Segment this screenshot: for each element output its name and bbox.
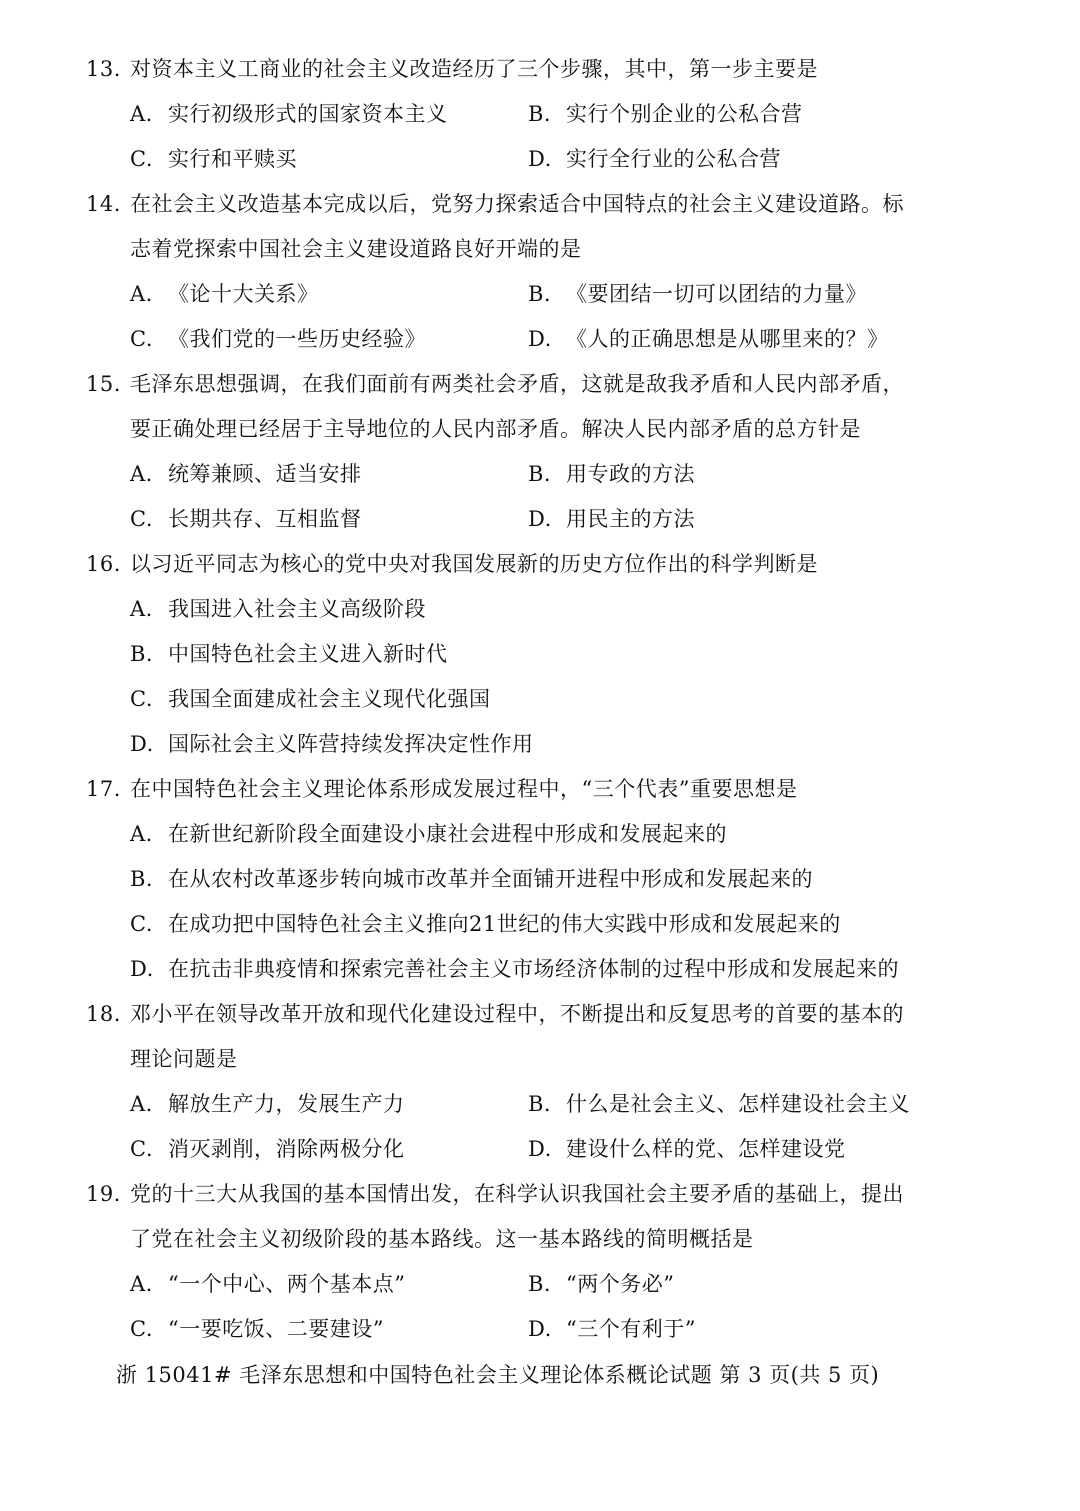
question-stem-text: 对资本主义工商业的社会主义改造经历了三个步骤，其中，第一步主要是 (130, 57, 818, 81)
question-18-option-b (528, 1089, 910, 1119)
question-14-stem-cont (130, 234, 582, 264)
option-letter: D. (528, 1137, 552, 1161)
question-19-option-a (130, 1269, 405, 1299)
option-letter: C. (130, 147, 153, 171)
question-stem-text: 在中国特色社会主义理论体系形成发展过程中，“三个代表”重要思想是 (130, 777, 798, 801)
option-letter: C. (130, 912, 153, 936)
question-15-stem (86, 369, 904, 399)
option-text: “两个务必” (566, 1272, 675, 1296)
question-18-stem (86, 999, 904, 1029)
question-16-option-d (130, 729, 534, 759)
question-stem-text: 要正确处理已经居于主导地位的人民内部矛盾。解决人民内部矛盾的总方针是 (130, 417, 861, 441)
question-19-option-b (528, 1269, 674, 1299)
question-15-option-d (528, 504, 695, 534)
option-letter: C. (130, 507, 153, 531)
option-text: 长期共存、互相监督 (168, 507, 362, 531)
option-text: 我国进入社会主义高级阶段 (168, 597, 426, 621)
option-letter: B. (528, 282, 552, 306)
question-16-option-a (130, 594, 426, 624)
question-13-stem (86, 54, 818, 84)
option-letter: D. (528, 507, 552, 531)
option-letter: A. (130, 822, 153, 846)
question-stem-text: 在社会主义改造基本完成以后，党努力探索适合中国特点的社会主义建设道路。标 (130, 192, 904, 216)
option-text: 实行初级形式的国家资本主义 (168, 102, 448, 126)
option-letter: B. (528, 462, 552, 486)
option-text: 实行个别企业的公私合营 (566, 102, 803, 126)
question-number: 17. (86, 777, 121, 801)
option-text: 《我们党的一些历史经验》 (168, 327, 426, 351)
question-19-option-c (130, 1314, 384, 1344)
question-13-option-d (528, 144, 781, 174)
option-text: 实行全行业的公私合营 (566, 147, 781, 171)
option-text: 用民主的方法 (566, 507, 695, 531)
option-text: 用专政的方法 (566, 462, 695, 486)
option-letter: D. (528, 327, 552, 351)
option-letter: D. (130, 957, 154, 981)
option-letter: A. (130, 282, 153, 306)
option-letter: C. (130, 1137, 153, 1161)
option-text: 解放生产力，发展生产力 (168, 1092, 405, 1116)
question-13-option-a (130, 99, 448, 129)
option-letter: B. (528, 102, 552, 126)
option-text: “一个中心、两个基本点” (168, 1272, 406, 1296)
question-15-option-a (130, 459, 362, 489)
question-19-stem-cont (130, 1224, 754, 1254)
question-17-stem (86, 774, 797, 804)
option-letter: B. (130, 867, 154, 891)
question-18-stem-cont (130, 1044, 238, 1074)
question-17-option-a (130, 819, 727, 849)
option-letter: A. (130, 1272, 153, 1296)
option-letter: C. (130, 687, 153, 711)
question-number: 18. (86, 1002, 121, 1026)
question-15-option-c (130, 504, 362, 534)
question-stem-text: 党的十三大从我国的基本国情出发，在科学认识我国社会主要矛盾的基础上，提出 (130, 1182, 904, 1206)
question-stem-text: 以习近平同志为核心的党中央对我国发展新的历史方位作出的科学判断是 (130, 552, 818, 576)
option-text: 统筹兼顾、适当安排 (168, 462, 362, 486)
option-letter: B. (528, 1272, 552, 1296)
option-text: 在新世纪新阶段全面建设小康社会进程中形成和发展起来的 (168, 822, 727, 846)
question-19-option-d (528, 1314, 696, 1344)
question-17-option-b (130, 864, 813, 894)
question-number: 13. (86, 57, 121, 81)
question-stem-text: 毛泽东思想强调，在我们面前有两类社会矛盾，这就是敌我矛盾和人民内部矛盾， (130, 372, 904, 396)
question-17-option-d (130, 954, 899, 984)
question-18-option-d (528, 1134, 846, 1164)
question-14-option-d (528, 324, 889, 354)
question-14-stem (86, 189, 904, 219)
question-15-stem-cont (130, 414, 861, 444)
option-text: 在成功把中国特色社会主义推向21世纪的伟大实践中形成和发展起来的 (168, 912, 841, 936)
option-letter: C. (130, 1317, 153, 1341)
question-number: 16. (86, 552, 121, 576)
option-text: 《要团结一切可以团结的力量》 (566, 282, 867, 306)
question-14-option-c (130, 324, 426, 354)
option-text: 什么是社会主义、怎样建设社会主义 (566, 1092, 910, 1116)
option-letter: B. (130, 642, 154, 666)
question-16-stem (86, 549, 818, 579)
question-16-option-c (130, 684, 491, 714)
option-text: 我国全面建成社会主义现代化强国 (168, 687, 491, 711)
question-number: 19. (86, 1182, 121, 1206)
question-stem-text: 理论问题是 (130, 1047, 238, 1071)
option-letter: A. (130, 462, 153, 486)
option-letter: A. (130, 1092, 153, 1116)
question-18-option-a (130, 1089, 405, 1119)
question-stem-text: 邓小平在领导改革开放和现代化建设过程中，不断提出和反复思考的首要的基本的 (130, 1002, 904, 1026)
option-letter: A. (130, 102, 153, 126)
question-18-option-c (130, 1134, 405, 1164)
option-text: 在抗击非典疫情和探索完善社会主义市场经济体制的过程中形成和发展起来的 (168, 957, 899, 981)
question-13-option-c (130, 144, 297, 174)
option-text: “三个有利于” (566, 1317, 696, 1341)
question-13-option-b (528, 99, 803, 129)
question-number: 14. (86, 192, 121, 216)
option-letter: D. (528, 147, 552, 171)
option-letter: C. (130, 327, 153, 351)
question-number: 15. (86, 372, 121, 396)
option-letter: A. (130, 597, 153, 621)
option-text: 《人的正确思想是从哪里来的？》 (566, 327, 889, 351)
option-text: 国际社会主义阵营持续发挥决定性作用 (168, 732, 534, 756)
question-17-option-c (130, 909, 841, 939)
question-14-option-a (130, 279, 319, 309)
question-stem-text: 志着党探索中国社会主义建设道路良好开端的是 (130, 237, 582, 261)
option-text: 中国特色社会主义进入新时代 (168, 642, 448, 666)
page-footer: 浙 15041# 毛泽东思想和中国特色社会主义理论体系概论试题 第 3 页(共 5 页) (116, 1363, 880, 1387)
option-letter: D. (528, 1317, 552, 1341)
option-text: 《论十大关系》 (168, 282, 319, 306)
option-text: 建设什么样的党、怎样建设党 (566, 1137, 846, 1161)
option-text: “一要吃饭、二要建设” (168, 1317, 384, 1341)
question-15-option-b (528, 459, 695, 489)
option-letter: B. (528, 1092, 552, 1116)
question-16-option-b (130, 639, 448, 669)
option-text: 实行和平赎买 (168, 147, 297, 171)
question-stem-text: 了党在社会主义初级阶段的基本路线。这一基本路线的简明概括是 (130, 1227, 754, 1251)
option-letter: D. (130, 732, 154, 756)
question-19-stem (86, 1179, 904, 1209)
question-14-option-b (528, 279, 867, 309)
option-text: 在从农村改革逐步转向城市改革并全面铺开进程中形成和发展起来的 (168, 867, 813, 891)
option-text: 消灭剥削，消除两极分化 (168, 1137, 405, 1161)
